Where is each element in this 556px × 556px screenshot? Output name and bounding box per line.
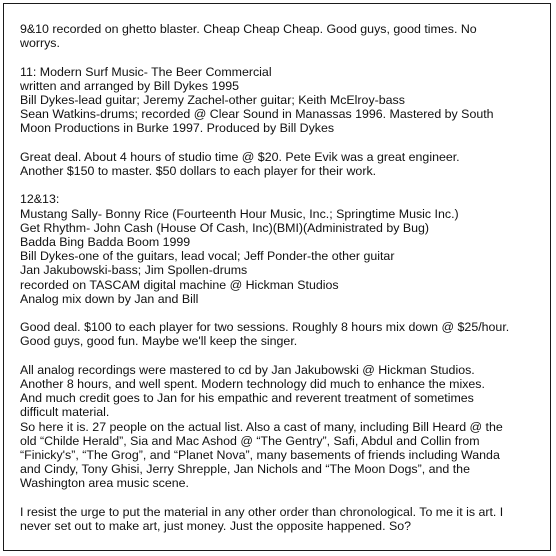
text-line: Another $150 to master. $50 dollars to each player for their work.	[20, 164, 377, 178]
text-line: “Finicky's”, “The Grog”, and “Planet Nova”, many basements of friends including Wanda	[20, 448, 500, 463]
paragraph-closing	[20, 505, 540, 533]
text-line: I resist the urge to put the material in any other order than chronological. To me it is art. I	[20, 504, 504, 519]
text-line: worrys.	[20, 36, 60, 51]
text-line: Analog mix down by Jan and Bill	[20, 291, 199, 306]
text-line: written and arranged by Bill Dykes 1995	[20, 78, 240, 93]
text-line: recorded on TASCAM digital machine @ Hickman Studios	[20, 277, 339, 292]
text-line: 12&13:	[20, 192, 60, 207]
paragraph-tracks-12-13-notes	[20, 320, 540, 348]
paragraph-tracks-9-10	[20, 22, 540, 50]
text-line: All analog recordings were mastered to cd by Jan Jakubowski @ Hickman Studios.	[20, 362, 475, 377]
text-line: never set out to make art, just money. Just the opposite happened. So?	[20, 519, 412, 534]
text-line: So here it is. 27 people on the actual list. Also a cast of many, including Bill Heard @ the	[20, 419, 503, 434]
text-line: Washington area music scene.	[20, 476, 189, 491]
text-line: Sean Watkins-drums; recorded @ Clear Sound in Manassas 1996. Mastered by South	[20, 107, 494, 122]
text-line: Another 8 hours, and well spent. Modern technology did much to enhance the mixes.	[20, 377, 485, 391]
text-line: and Cindy, Tony Ghisi, Jerry Shrepple, Jan Nichols and “The Moon Dogs”, and the	[20, 462, 470, 477]
text-line: Bill Dykes-one of the guitars, lead vocal; Jeff Ponder-the other guitar	[20, 249, 395, 264]
text-line: Good guys, good fun. Maybe we'll keep the singer.	[20, 334, 298, 349]
liner-notes-text	[20, 22, 540, 547]
text-line: difficult material.	[20, 405, 110, 420]
paragraph-track-11-credits	[20, 65, 540, 136]
text-line: 11: Modern Surf Music- The Beer Commercial	[20, 64, 272, 79]
paragraph-track-11-notes	[20, 150, 540, 178]
text-line: Jan Jakubowski-bass; Jim Spollen-drums	[20, 263, 248, 278]
text-line: Mustang Sally- Bonny Rice (Fourteenth Hour Music, Inc.; Springtime Music Inc.)	[20, 206, 459, 221]
text-line: And much credit goes to Jan for his empathic and reverent treatment of sometimes	[20, 391, 474, 406]
text-line: 9&10 recorded on ghetto blaster. Cheap Cheap Cheap. Good guys, good times. No	[20, 22, 477, 36]
text-line: old “Childe Herald”, Sia and Mac Ashod @ “The Gentry”, Safi, Abdul and Collin from	[20, 433, 480, 448]
paragraph-tracks-12-13-credits	[20, 192, 540, 306]
text-line: Badda Bing Badda Boom 1999	[20, 235, 191, 249]
text-line: Great deal. About 4 hours of studio time @ $20. Pete Evik was a great engineer.	[20, 149, 460, 164]
text-line: Good deal. $100 to each player for two sessions. Roughly 8 hours mix down @ $25/hour.	[20, 320, 510, 335]
text-line: Moon Productions in Burke 1997. Produced by Bill Dykes	[20, 121, 335, 136]
paragraph-mastering-and-thanks	[20, 363, 540, 491]
text-line: Get Rhythm- John Cash (House Of Cash, Inc)(BMI)(Administrated by Bug)	[20, 220, 430, 235]
text-line: Bill Dykes-lead guitar; Jeremy Zachel-other guitar; Keith McElroy-bass	[20, 93, 405, 107]
